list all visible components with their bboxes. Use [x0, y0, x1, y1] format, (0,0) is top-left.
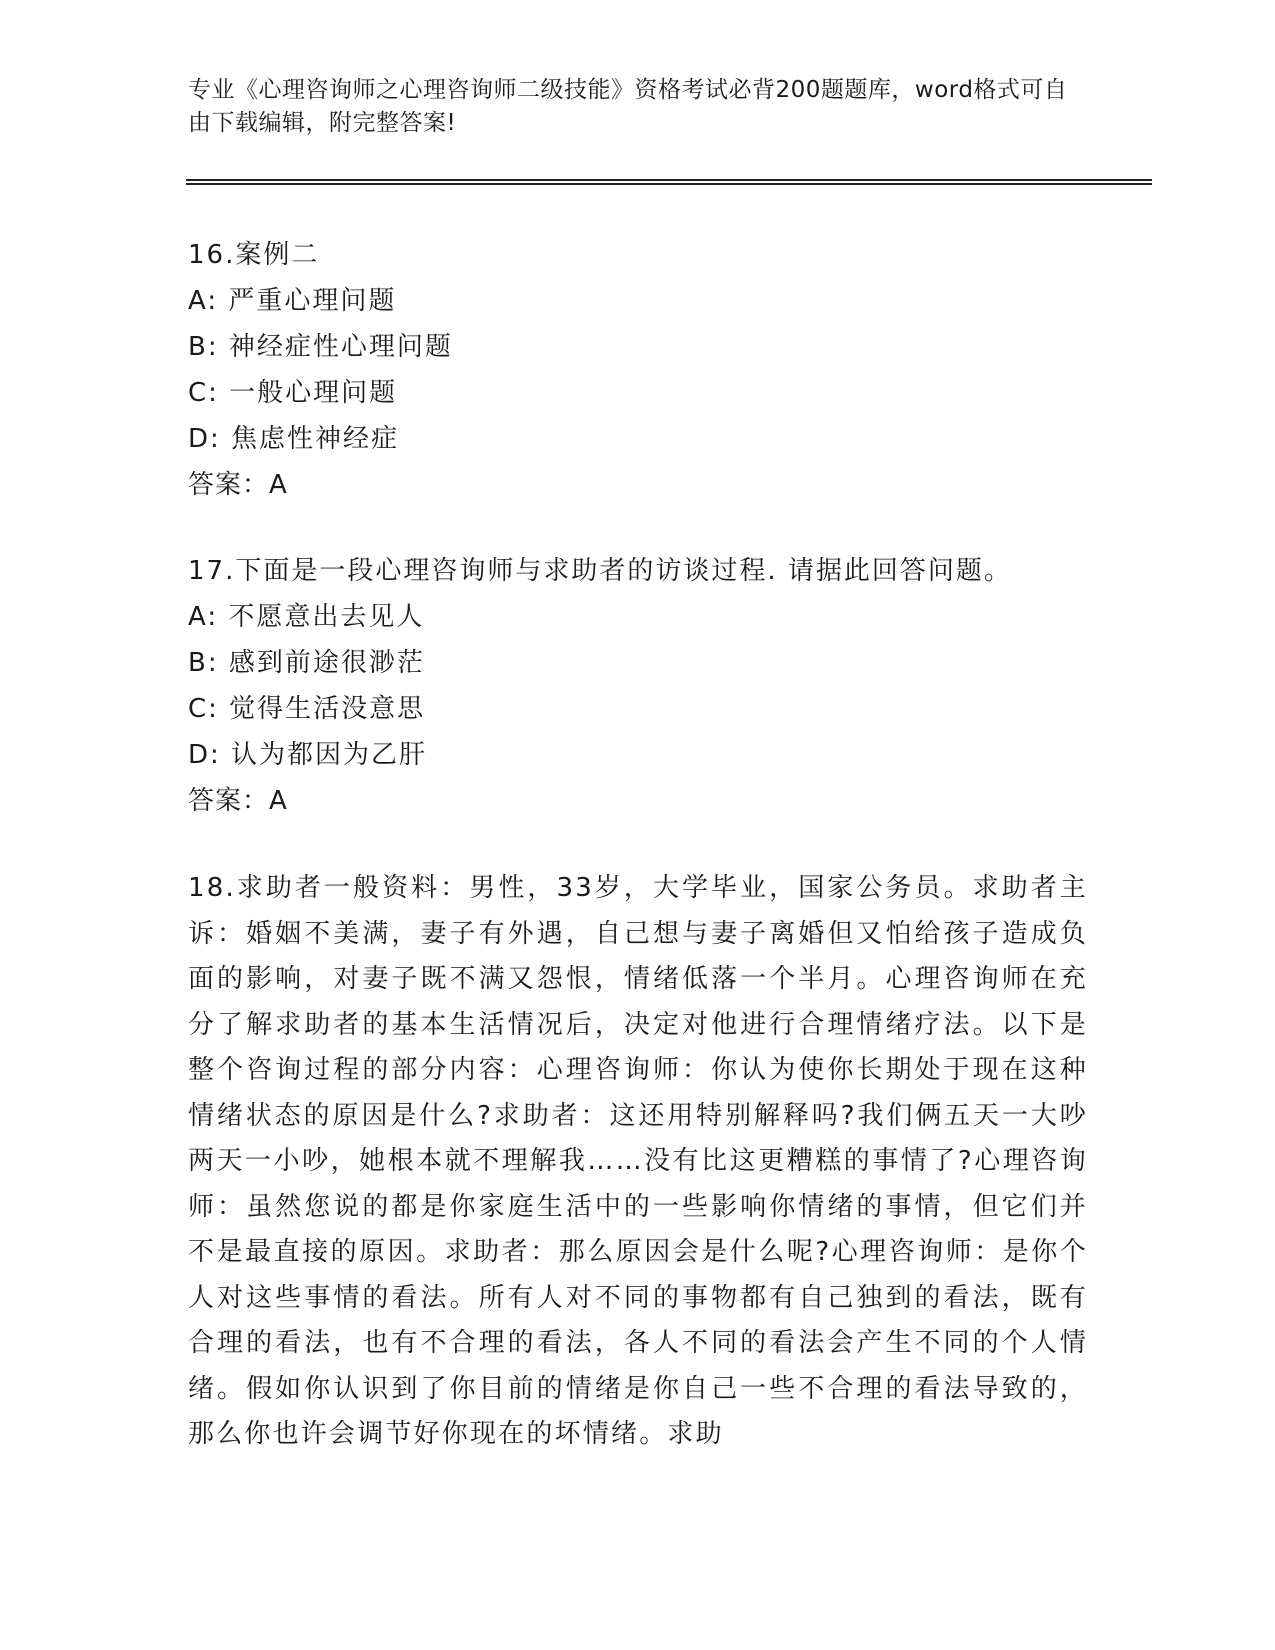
document-header: [188, 74, 1068, 140]
question-16: [188, 232, 1088, 508]
option-b: B: 神经症性心理问题: [188, 332, 453, 362]
option-a: A: 严重心理问题: [188, 286, 397, 316]
question-stem: 18.求助者一般资料：男性，33岁，大学毕业，国家公务员。求助者主诉：婚姻不美满，妻子有外遇，自己想与妻子离婚但又怕给孩子造成负面的影响，对妻子既不满又怨恨，情绪低落一个半月。心理咨询师在充分了解求助者的基本生活情况后，决定对他进行合理情绪疗法。以下是整个咨询过程的部分内容：心理咨询师：你认为使你长期处于现在这种情绪状态的原因是什么?求助者：这还用特别解释吗?我们俩五天一大吵两天一小吵，她根本就不理解我……没有比这更糟糕的事情了?心理咨询师：虽然您说的都是你家庭生活中的一些影响你情绪的事情，但它们并不是最直接的原因。求助者：那么原因会是什么呢?心理咨询师：是你个人对这些事情的看法。所有人对不同的事物都有自己独到的看法，既有合理的看法，也有不合理的看法，各人不同的看法会产生不同的个人情绪。假如你认识到了你目前的情绪是你自己一些不合理的看法导致的，那么你也许会调节好你现在的坏情绪。求助: [188, 873, 1088, 1449]
option-c: C: 觉得生活没意思: [188, 694, 426, 724]
header-text: 专业《心理咨询师之心理咨询师二级技能》资格考试必背200题题库，word格式可自由下载编辑，附完整答案!: [188, 77, 1068, 136]
answer: 答案：A: [188, 786, 288, 816]
question-stem: 16.案例二: [188, 240, 320, 270]
question-stem: 17.下面是一段心理咨询师与求助者的访谈过程. 请据此回答问题。: [188, 556, 1012, 586]
question-17: [188, 548, 1088, 824]
option-b: B: 感到前途很渺茫: [188, 648, 425, 678]
header-divider-bottom: [186, 183, 1152, 185]
option-a: A: 不愿意出去见人: [188, 602, 425, 632]
answer: 答案：A: [188, 470, 288, 500]
header-divider-top: [186, 179, 1152, 181]
option-d: D: 认为都因为乙肝: [188, 740, 428, 770]
option-c: C: 一般心理问题: [188, 378, 398, 408]
option-d: D: 焦虑性神经症: [188, 424, 400, 454]
question-18: [188, 866, 1088, 1458]
